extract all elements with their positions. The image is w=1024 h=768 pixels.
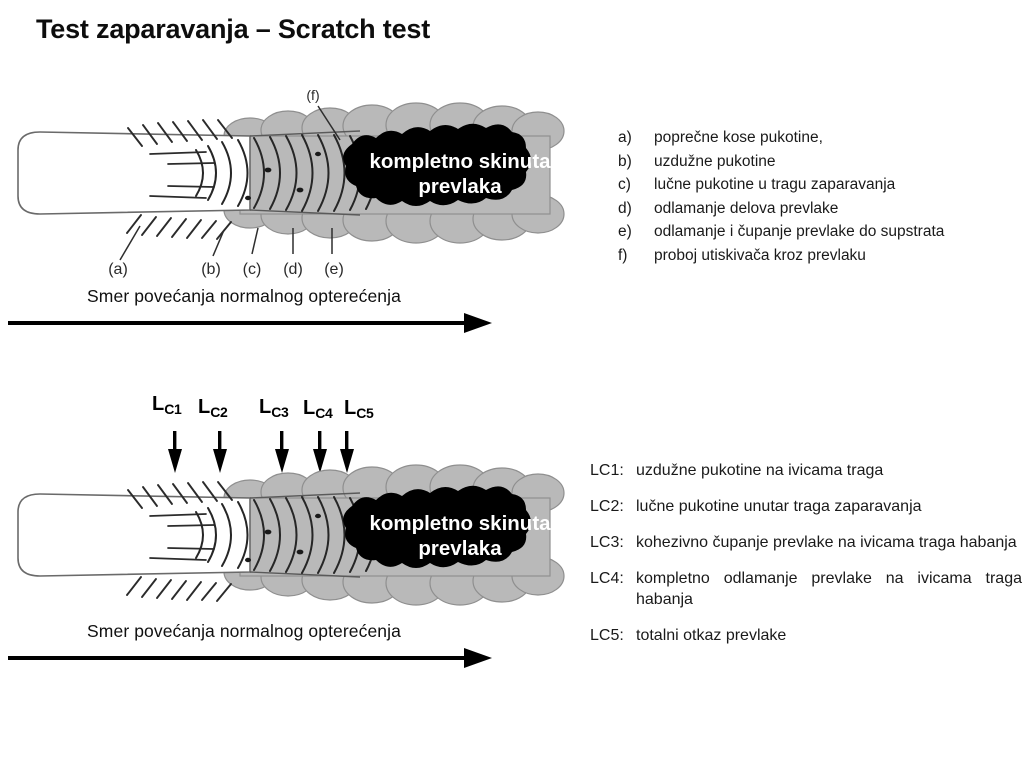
- callout-label-c: (c): [242, 261, 262, 278]
- callout-label-b: (b): [201, 261, 221, 278]
- lc-legend-text: lučne pukotine unutar traga zaparavanja: [636, 498, 922, 515]
- load-mark-lc2-base: L: [198, 396, 211, 418]
- callout-label-a: (a): [108, 261, 128, 278]
- load-direction-lower: [0, 621, 500, 675]
- legend-item: [618, 244, 1018, 268]
- page-title: Test zaparavanja – Scratch test: [36, 14, 430, 44]
- load-direction-upper: [0, 286, 500, 340]
- load-mark-lc1-sub: C1: [164, 401, 182, 417]
- lc-legend-text: uzdužne pukotine na ivicama traga: [636, 462, 884, 479]
- blob-label-line2: prevlaka: [418, 175, 502, 198]
- lc-legend-key: LC2:: [590, 498, 624, 515]
- legend-text: uzdužne pukotine: [654, 152, 776, 170]
- lc-legend-text: totalni otkaz prevlake: [636, 627, 787, 644]
- legend-text: odlamanje i čupanje prevlake do supstrata: [654, 223, 945, 240]
- legend-text: lučne pukotine u tragu zaparavanja: [654, 176, 896, 193]
- legend-failure-modes: [618, 126, 1018, 267]
- legend-marker: a): [618, 129, 632, 146]
- legend-marker: e): [618, 223, 632, 240]
- lc-legend-key: LC3:: [590, 534, 624, 551]
- legend-text: proboj utiskivača kroz prevlaku: [654, 246, 866, 264]
- load-direction-caption-lower: Smer povećanja normalnog opterećenja: [87, 621, 401, 641]
- load-mark-lc1-base: L: [152, 393, 165, 415]
- lc-legend-item: [590, 625, 1022, 646]
- legend-marker: d): [618, 199, 632, 217]
- legend-item: [618, 173, 1018, 197]
- lc-legend-text: kompletno odlamanje prevlake na ivicama traga habanja: [636, 570, 1022, 608]
- blob-label-line1: kompletno skinuta: [369, 150, 551, 173]
- legend-text: poprečne kose pukotine,: [654, 129, 823, 146]
- load-direction-arrow-lower: [0, 646, 500, 670]
- callout-label-f: (f): [306, 87, 320, 103]
- scratch-track-diagram-lower: [0, 370, 600, 610]
- load-mark-lc4-sub: C4: [315, 405, 333, 421]
- callout-label-d: (d): [283, 261, 303, 278]
- load-mark-lc2-sub: C2: [210, 404, 228, 420]
- lc-legend-item: [590, 496, 1022, 517]
- legend-marker: f): [618, 246, 628, 264]
- load-mark-lc3-sub: C3: [271, 404, 289, 420]
- load-mark-lc5-base: L: [344, 397, 357, 419]
- legend-marker: b): [618, 152, 632, 170]
- legend-text: odlamanje delova prevlake: [654, 199, 839, 217]
- legend-marker: c): [618, 176, 631, 193]
- legend-item: [618, 220, 1018, 244]
- load-mark-lc5-sub: C5: [356, 405, 374, 421]
- blob-label-lower-line2: prevlaka: [418, 537, 502, 560]
- lc-legend-key: LC4:: [590, 570, 624, 587]
- load-direction-caption-upper: Smer povećanja normalnog opterećenja: [87, 286, 401, 306]
- lc-legend-item: [590, 460, 1022, 481]
- lc-legend-item: [590, 532, 1022, 553]
- lc-legend-item: [590, 568, 1022, 610]
- legend-item: [618, 197, 1018, 221]
- legend-critical-loads: [590, 460, 1022, 661]
- load-mark-lc3-base: L: [259, 396, 272, 418]
- load-mark-lc4-base: L: [303, 397, 316, 419]
- lc-legend-text: kohezivno čupanje prevlake na ivicama traga habanja: [636, 534, 1017, 551]
- scratch-track-diagram-upper: [0, 78, 600, 278]
- legend-item: [618, 126, 1018, 150]
- lc-legend-key: LC5:: [590, 627, 624, 644]
- load-direction-arrow-upper: [0, 311, 500, 335]
- callout-label-e: (e): [324, 261, 344, 278]
- lc-legend-key: LC1:: [590, 462, 624, 479]
- blob-label-lower-line1: kompletno skinuta: [369, 512, 551, 535]
- legend-item: [618, 150, 1018, 174]
